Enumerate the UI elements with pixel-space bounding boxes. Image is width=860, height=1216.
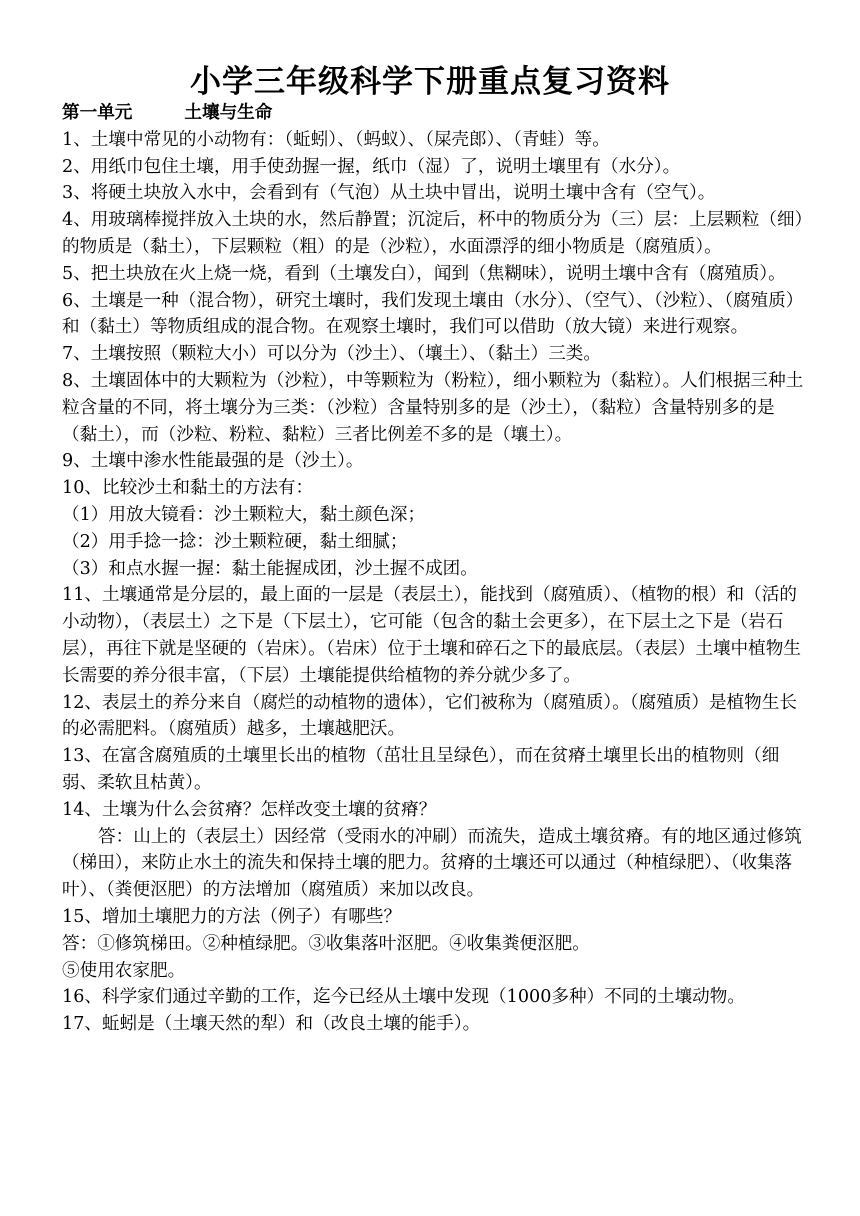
answer-15-continued: ⑤使用农家肥。: [62, 960, 186, 981]
paragraph-2: 2、用纸巾包住土壤，用手使劲握一握，纸巾（湿）了，说明土壤里有（水分）。: [62, 156, 681, 177]
paragraph-14: 14、土壤为什么会贫瘠？怎样改变土壤的贫瘠？: [62, 799, 437, 820]
unit-label: 第一单元: [62, 102, 133, 123]
paragraph-8: 8、土壤固体中的大颗粒为（沙粒），中等颗粒为（粉粒），细小颗粒为（黏粒）。人们根据三种土粒含量的不同，将土壤分为三类：（沙粒）含量特别多的是（沙土），（黏粒）含量特别多的是（黏土），而（沙粒、粉粒、黏粒）三者比例差不多的是（壤土）。: [62, 370, 804, 445]
paragraph-4: 4、用玻璃棒搅拌放入土块的水，然后静置；沉淀后，杯中的物质分为（三）层：上层颗粒（细）的物质是（黏土），下层颗粒（粗）的是（沙粒），水面漂浮的细小物质是（腐殖质）。: [62, 210, 804, 257]
answer-15: 答：①修筑梯田。②种植绿肥。③收集落叶沤肥。④收集粪便沤肥。: [62, 933, 590, 954]
paragraph-10: 10、比较沙土和黏土的方法有：: [62, 478, 314, 499]
paragraph-9: 9、土壤中渗水性能最强的是（沙土）。: [62, 451, 364, 472]
answer-14: 答：山上的（表层土）因经常（受雨水的冲刷）而流失，造成土壤贫瘠。有的地区通过修筑（梯田），来防止水土的流失和保持土壤的肥力。贫瘠的土壤还可以通过（种植绿肥）、（收集落叶）、（粪便沤肥）的方法增加（腐殖质）来加以改良。: [62, 826, 802, 901]
document-body: [62, 100, 804, 1038]
unit-heading: [62, 100, 804, 127]
unit-name: 土壤与生命: [184, 102, 273, 123]
paragraph-12: 12、表层土的养分来自（腐烂的动植物的遗体），它们被称为（腐殖质）。（腐殖质）是植物生长的必需肥料。（腐殖质）越多，土壤越肥沃。: [62, 692, 797, 740]
paragraph-1: 1、土壤中常见的小动物有：（蚯蚓）、（蚂蚁）、（屎壳郎）、（青蛙）等。: [62, 129, 610, 150]
paragraph-15: 15、增加土壤肥力的方法（例子）有哪些？: [62, 906, 402, 927]
paragraph-16: 16、科学家们通过辛勤的工作，迄今已经从土壤中发现（1000多种）不同的土壤动物。: [62, 987, 745, 1008]
paragraph-6: 6、土壤是一种（混合物），研究土壤时，我们发现土壤由（水分）、（空气）、（沙粒）、（腐殖质）和（黏土）等物质组成的混合物。在观察土壤时，我们可以借助（放大镜）来进行观察。: [62, 290, 804, 338]
paragraph-3: 3、将硬土块放入水中，会看到有（气泡）从土块中冒出，说明土壤中含有（空气）。: [62, 183, 716, 204]
document-title: 小学三年级科学下册重点复习资料: [190, 64, 670, 100]
list-item-10-2: （2）用手捻一捻：沙土颗粒硬，黏土细腻；: [62, 531, 408, 552]
paragraph-17: 17、蚯蚓是（土壤天然的犁）和（改良土壤的能手）。: [62, 1014, 481, 1035]
list-item-10-3: （3）和点水握一握：黏土能握成团，沙土握不成团。: [62, 558, 478, 579]
paragraph-11: 11、土壤通常是分层的，最上面的一层是（表层土），能找到（腐殖质）、（植物的根）和（活的小动物），（表层土）之下是（下层土），它可能（包含的黏土会更多），在下层土之下是（岩石层），再往下就是坚硬的（岩床）。（岩床）位于土壤和碎石之下的最底层。（表层）土壤中植物生长需要的养分很丰富，（下层）土壤能提供给植物的养分就少多了。: [62, 585, 801, 686]
paragraph-7: 7、土壤按照（颗粒大小）可以分为（沙土）、（壤土）、（黏土）三类。: [62, 344, 601, 365]
paragraph-13: 13、在富含腐殖质的土壤里长出的植物（茁壮且呈绿色），而在贫瘠土壤里长出的植物则（细弱、柔软且枯黄）。: [62, 746, 780, 793]
paragraph-5: 5、把土块放在火上烧一烧，看到（土壤发白），闻到（焦糊味），说明土壤中含有（腐殖质）。: [62, 263, 786, 284]
list-item-10-1: （1）用放大镜看：沙土颗粒大，黏土颜色深；: [62, 504, 426, 525]
